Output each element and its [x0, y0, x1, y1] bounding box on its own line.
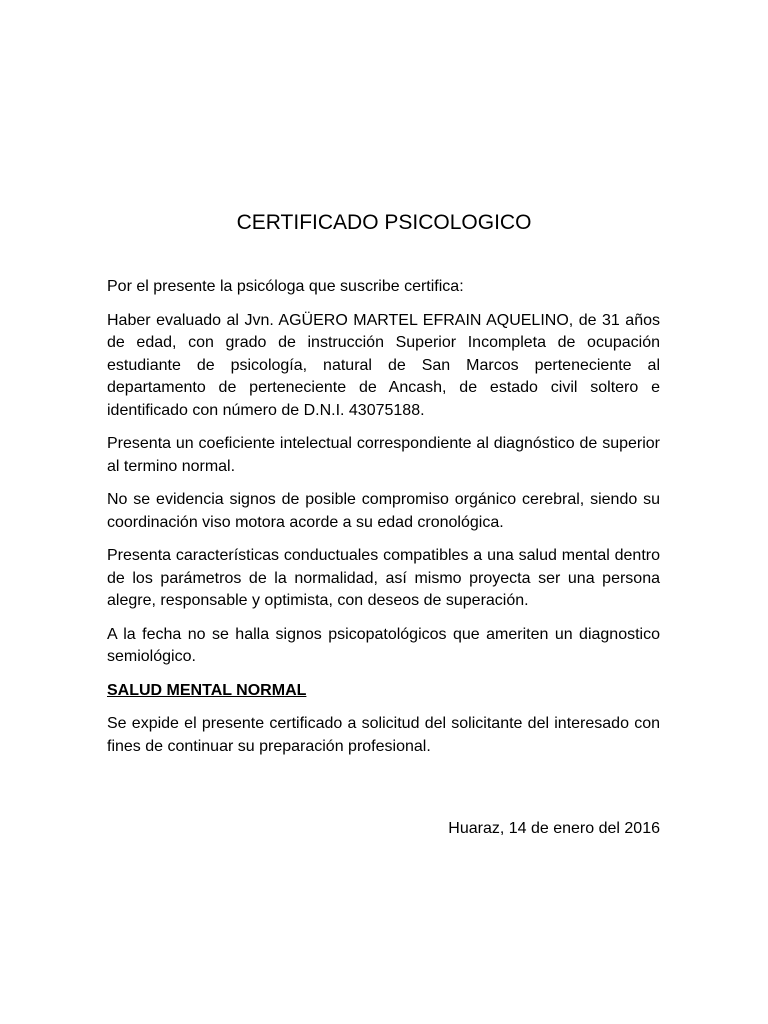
intro-paragraph: Por el presente la psicóloga que suscribe certifica:	[107, 278, 464, 295]
intellectual-paragraph: Presenta un coeficiente intelectual correspondiente al diagnóstico de superior al termino normal.	[107, 435, 660, 475]
closing-paragraph: Se expide el presente certificado a solicitud del solicitante del interesado con fines de continuar su preparación profesional.	[107, 715, 660, 755]
conclusion-heading: SALUD MENTAL NORMAL	[107, 681, 307, 699]
behavior-paragraph: Presenta características conductuales compatibles a una salud mental dentro de los parámetros de la normalidad, así mismo proyecta ser una persona alegre, responsable y optimista, con deseos de superación.	[107, 547, 660, 609]
evaluation-paragraph: Haber evaluado al Jvn. AGÜERO MARTEL EFRAIN AQUELINO, de 31 años de edad, con grado de instrucción Superior Incompleta de ocupación estudiante de psicología, natural de San Marcos perteneciente al departamento de perteneciente de Ancash, de estado civil soltero e identificado con número de D.N.I. 43075188.	[107, 311, 660, 419]
document-body	[107, 276, 660, 769]
psychopathology-paragraph: A la fecha no se halla signos psicopatológicos que ameriten un diagnostico semiológico.	[107, 625, 660, 665]
document-date: Huaraz, 14 de enero del 2016	[448, 820, 660, 837]
organic-paragraph: No se evidencia signos de posible compromiso orgánico cerebral, siendo su coordinación viso motora acorde a su edad cronológica.	[107, 491, 660, 531]
document-title: CERTIFICADO PSICOLOGICO	[236, 211, 532, 234]
